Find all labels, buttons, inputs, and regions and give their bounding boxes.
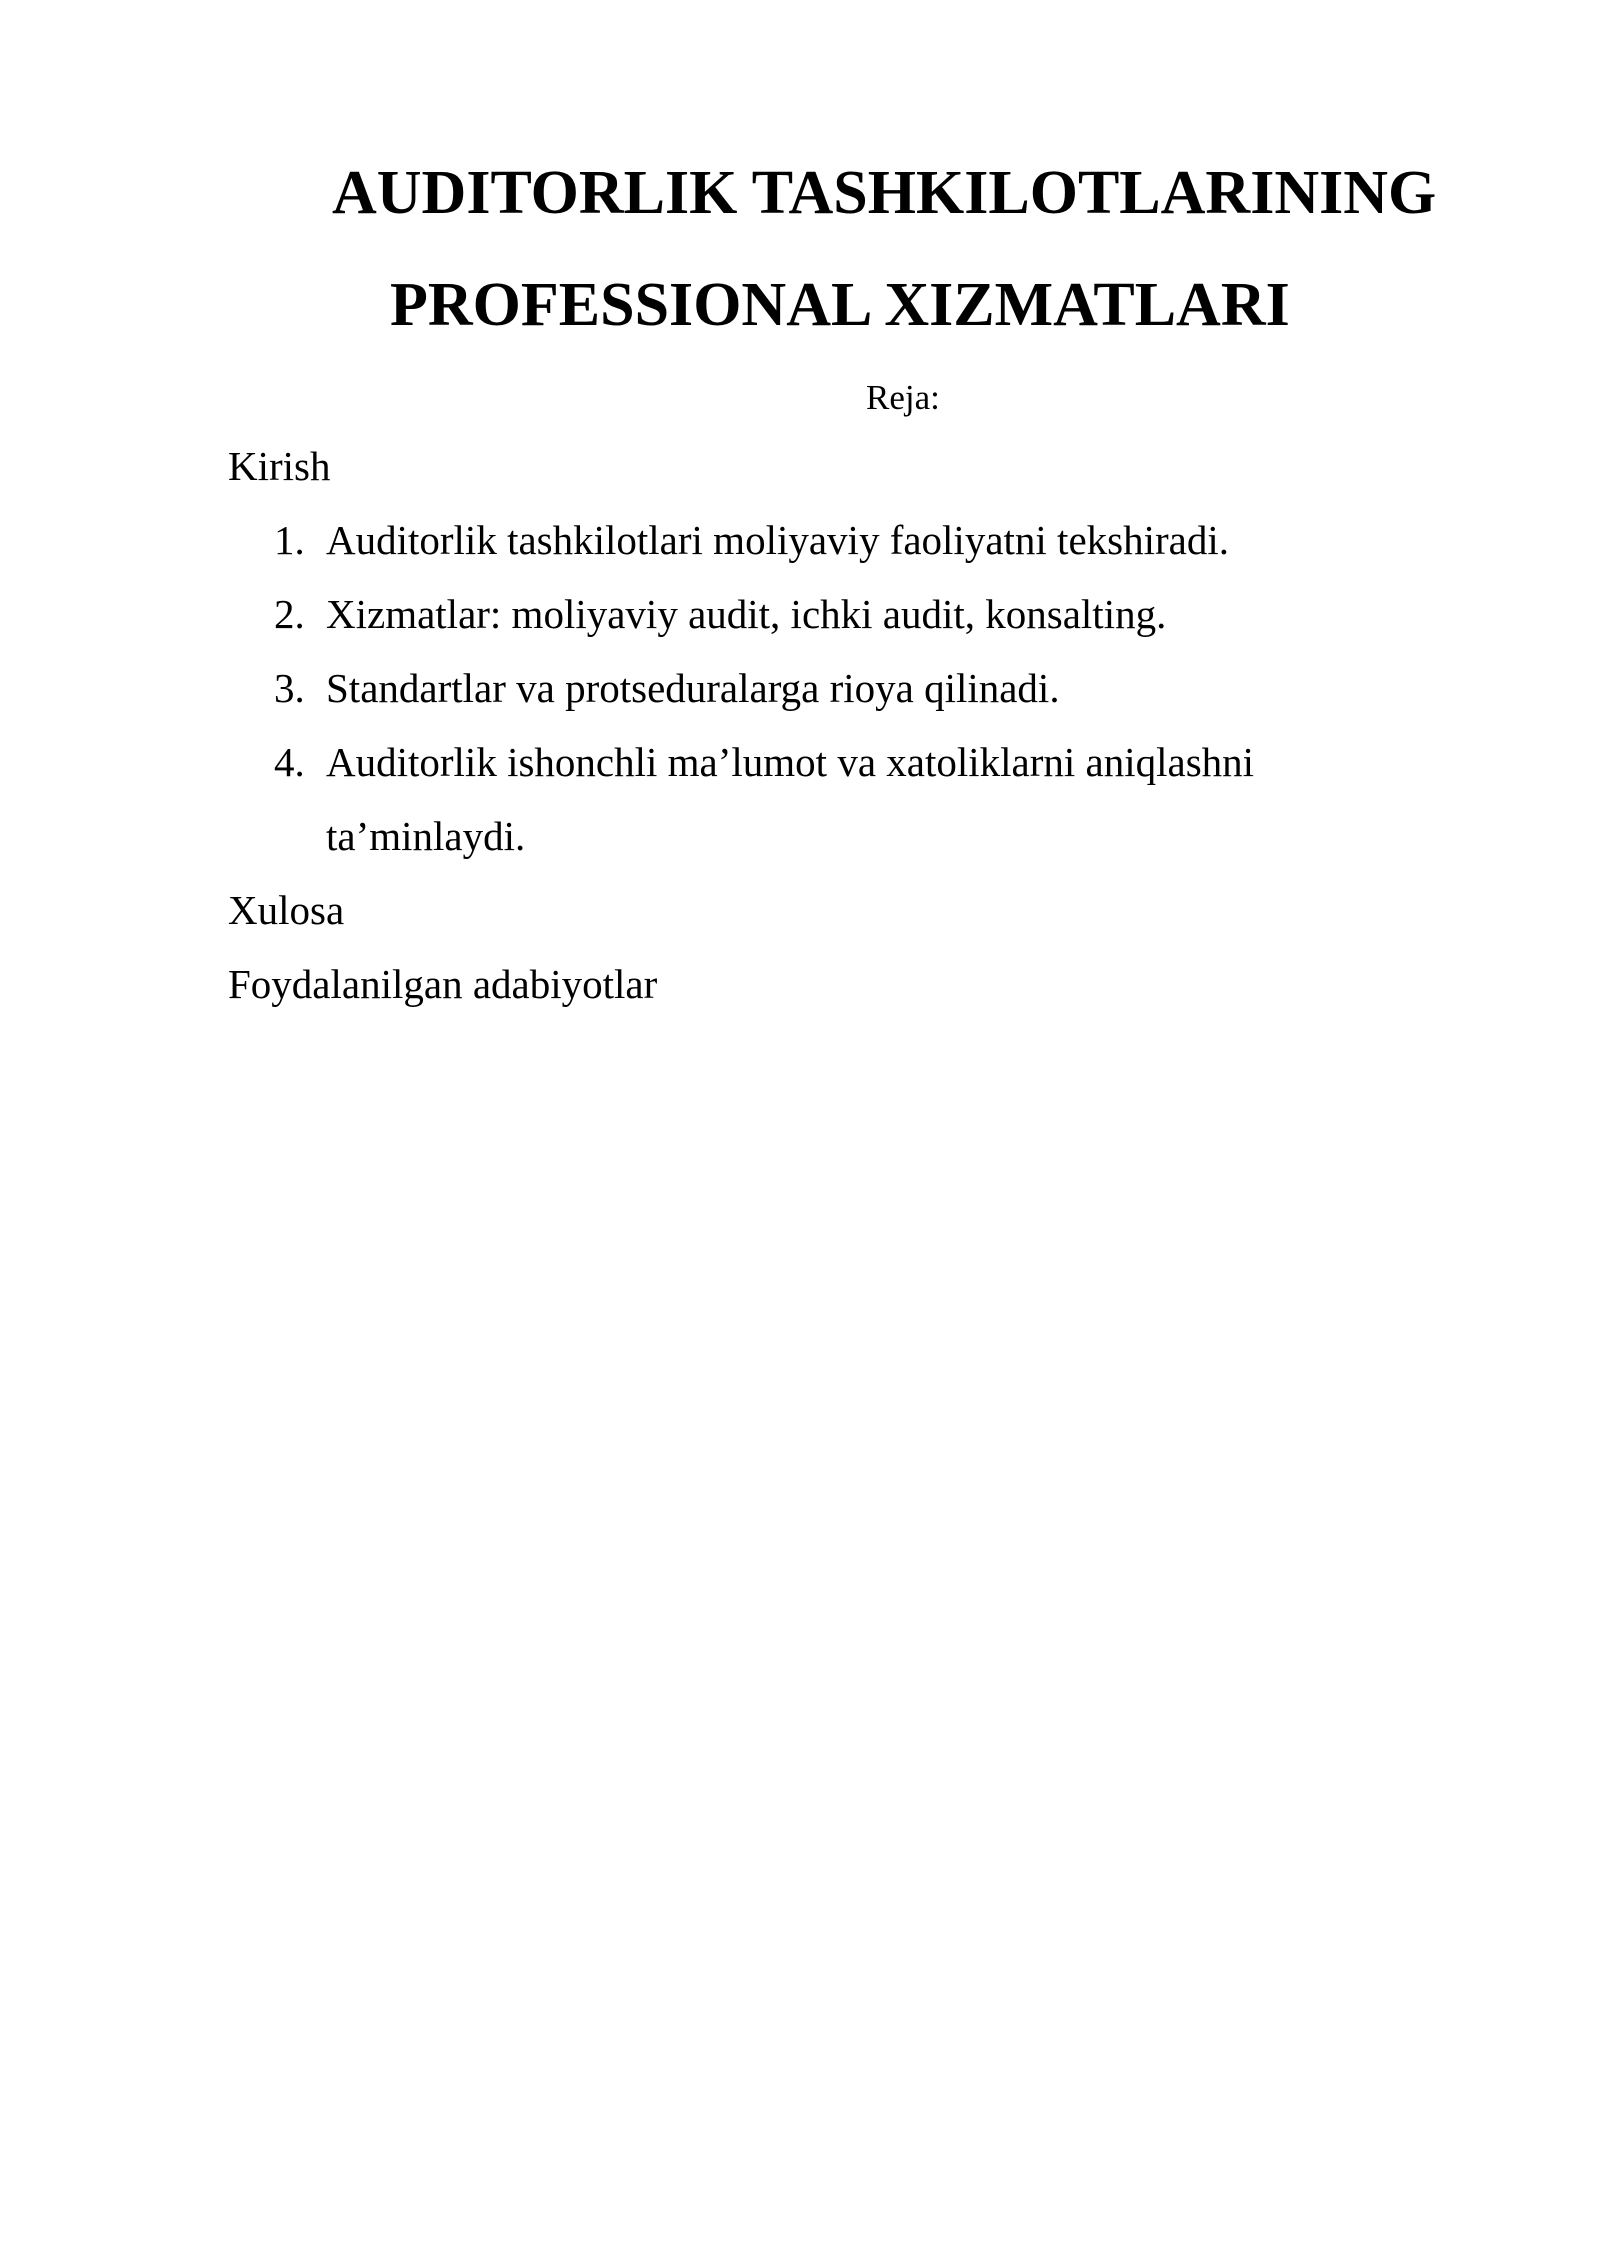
list-item-number: 1. xyxy=(274,517,305,563)
list-item-text: Auditorlik tashkilotlari moliyaviy faoliyatni tekshiradi. xyxy=(326,517,1229,563)
references-heading: Foydalanilgan adabiyotlar xyxy=(228,961,658,1007)
list-item-text: Standartlar va protseduralarga rioya qilinadi. xyxy=(326,665,1060,711)
document-title-line-1: AUDITORLIK TASHKILOTLARINING xyxy=(332,159,1437,227)
document-title-line-2: PROFESSIONAL XIZMATLARI xyxy=(390,271,1290,339)
list-item-text: Xizmatlar: moliyaviy audit, ichki audit, konsalting. xyxy=(326,591,1167,637)
list-item-number: 4. xyxy=(274,739,305,785)
list-item-number: 2. xyxy=(274,591,305,637)
intro-heading: Kirish xyxy=(228,443,331,489)
conclusion-heading: Xulosa xyxy=(228,887,345,933)
list-item-continuation-text: ta’minlaydi. xyxy=(326,813,526,859)
list-item-number: 3. xyxy=(274,665,305,711)
plan-label: Reja: xyxy=(866,378,940,417)
list-item-text: Auditorlik ishonchli ma’lumot va xatoliklarni aniqlashni xyxy=(326,739,1255,785)
